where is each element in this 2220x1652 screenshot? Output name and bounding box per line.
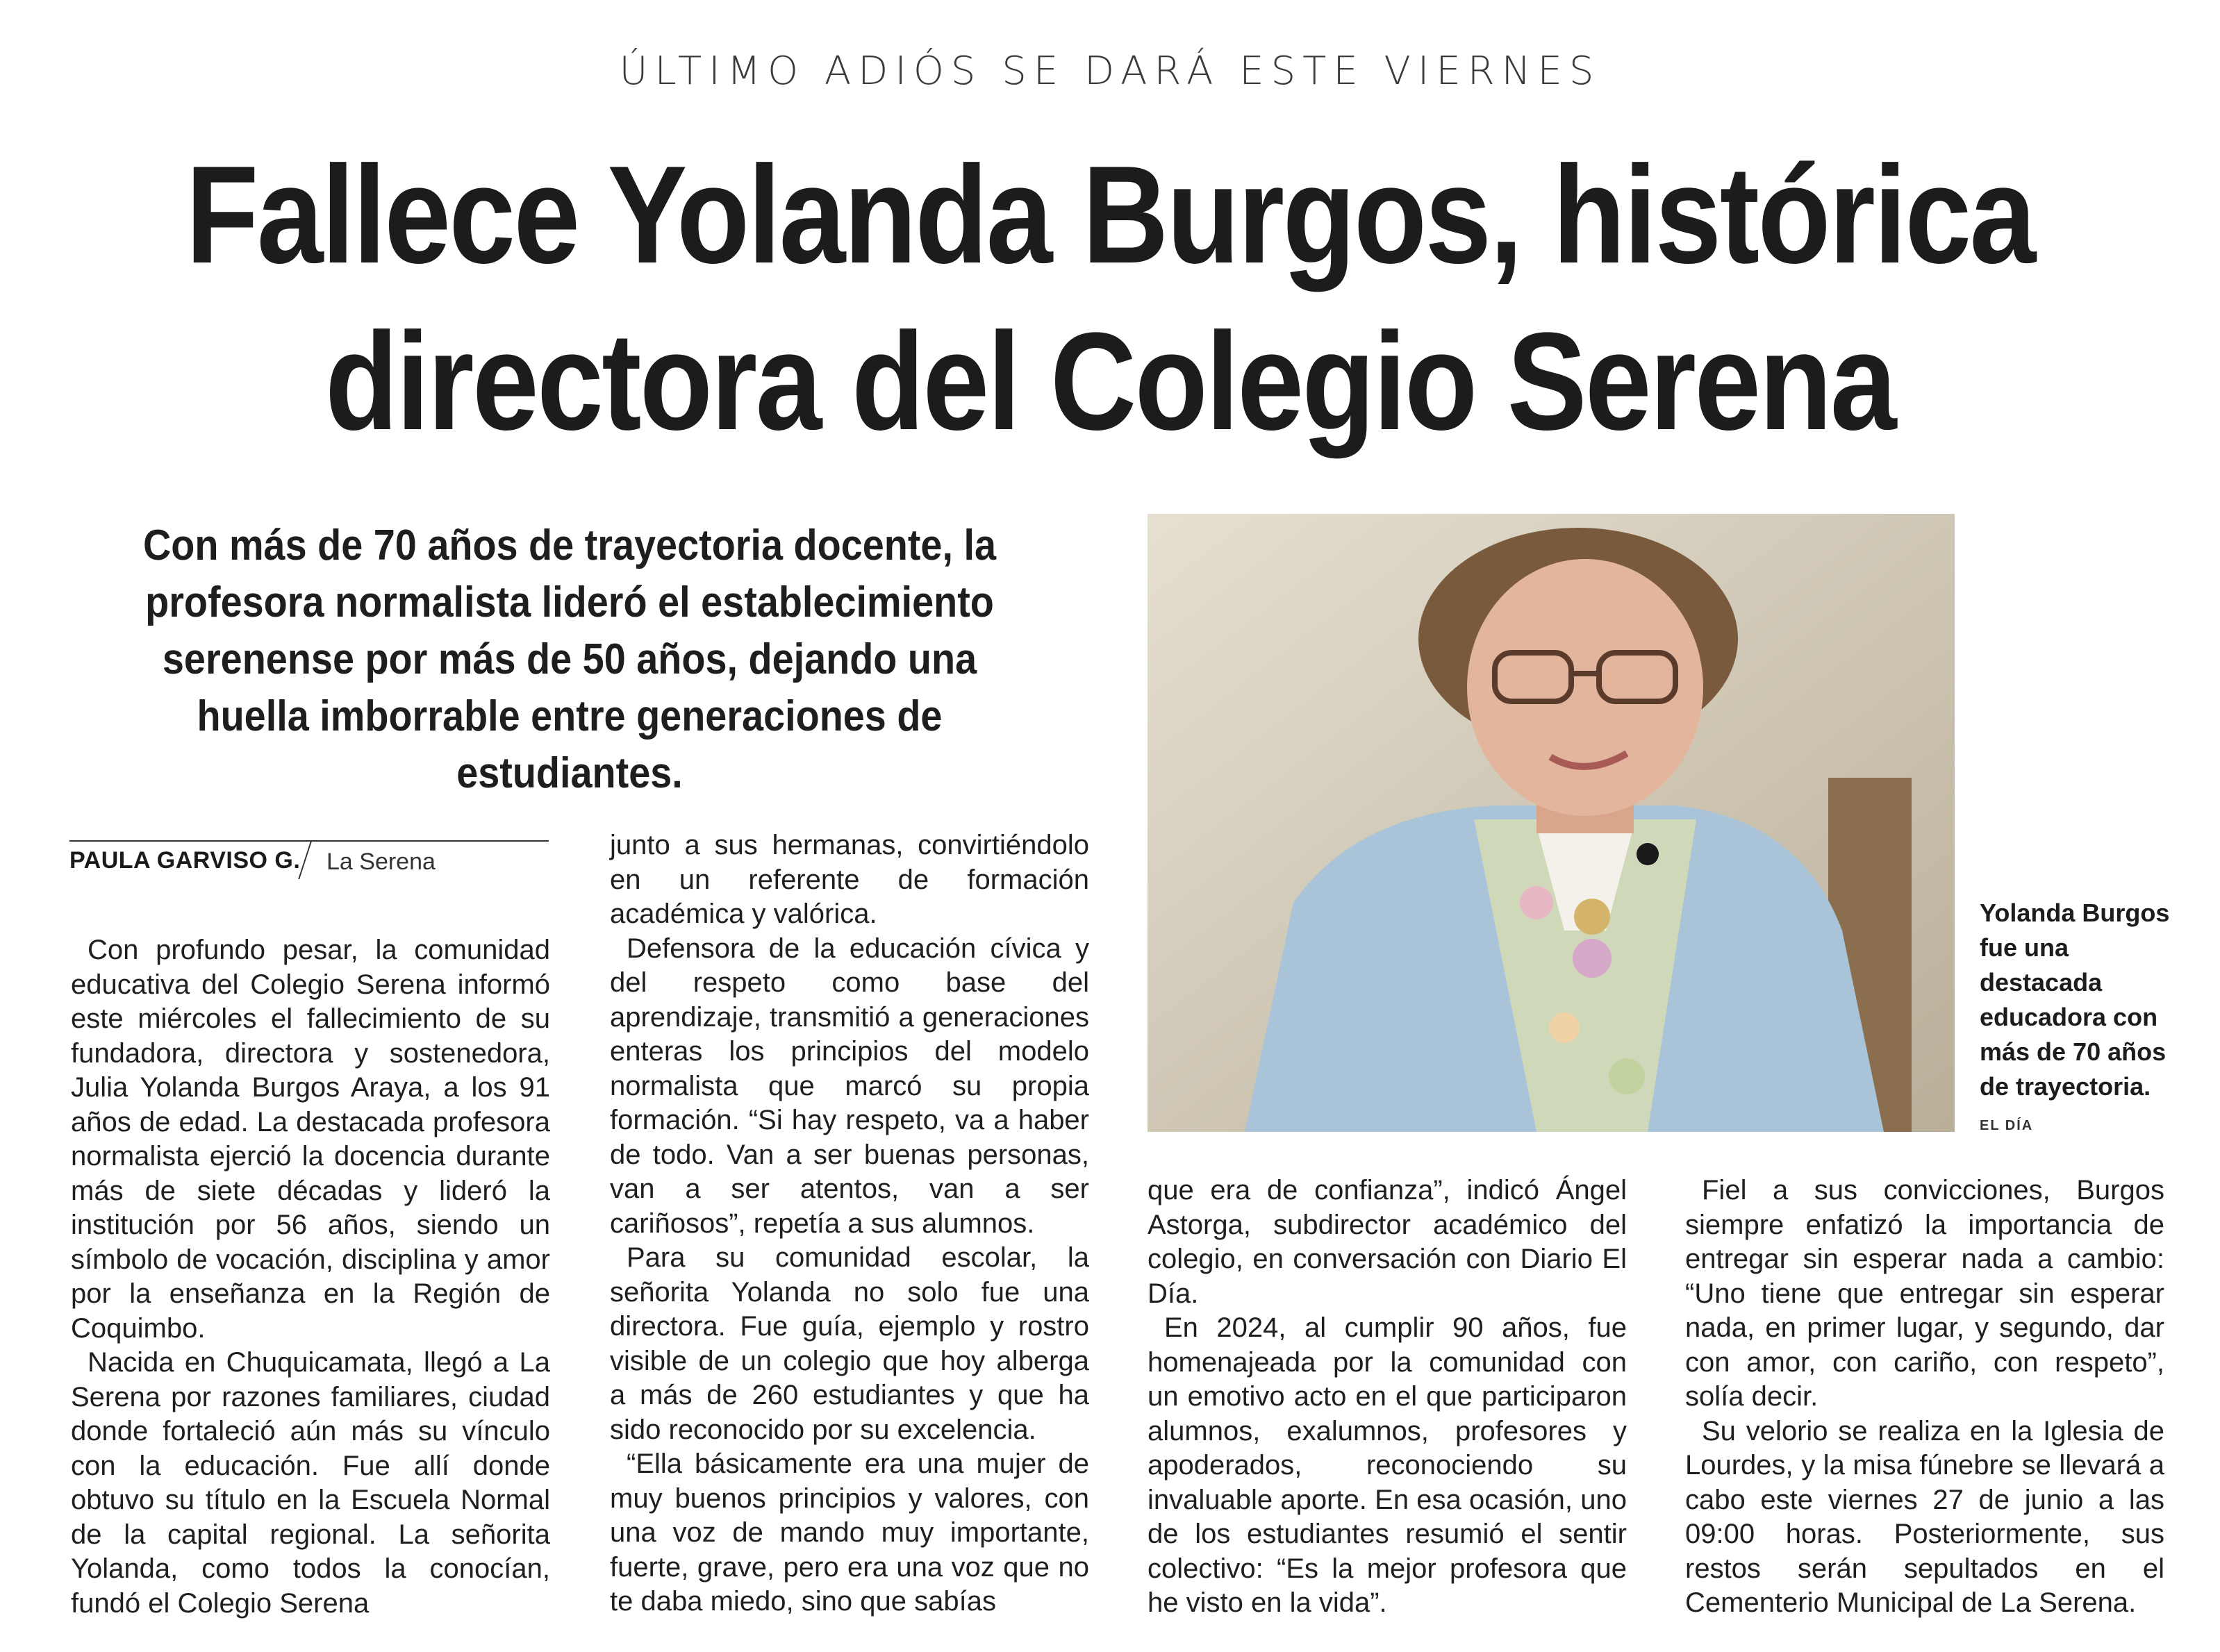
article-column-1: [71, 933, 550, 1621]
headline: [156, 132, 2065, 465]
article-column-4: [1685, 1174, 2164, 1621]
paragraph: “Ella básicamente era una mujer de muy buenos principios y valores, con una voz de mando muy importante, fuerte, grave, pero era una voz que no te daba miedo, sino que sabías: [610, 1449, 1089, 1617]
paragraph: Su velorio se realiza en la Iglesia de Lourdes, y la misa fúnebre se llevará a cabo este viernes 27 de junio a las 09:00 horas. Posteriormente, sus restos serán sepultados en el Cementerio Municipal de La Serena.: [1685, 1415, 2164, 1618]
kicker: ÚLTIMO ADIÓS SE DARÁ ESTE VIERNES: [619, 49, 1601, 94]
byline-location: La Serena: [326, 849, 436, 875]
paragraph: Fiel a sus convicciones, Burgos siempre enfatizó la importancia de entregar sin esperar nada a cambio: “Uno tiene que entregar sin esperar nada, en primer lugar, y segundo, dar con amor, con cariño, con respeto”, solía decir.: [1685, 1175, 2164, 1412]
byline: [69, 840, 549, 881]
paragraph: Nacida en Chuquicamata, llegó a La Serena por razones familiares, ciudad donde fortaleció aún más su vínculo con la educación. Fue allí donde obtuvo su título en la Escuela Normal de la capital regional. La señorita Yolanda, como todos la conocían, fundó el Colegio Serena: [71, 1347, 550, 1619]
portrait-illustration: [1148, 514, 1955, 1132]
portrait-photo: [1148, 514, 1955, 1132]
article-column-3: [1148, 1174, 1627, 1621]
article-column-2: [610, 828, 1089, 1619]
photo-credit: EL DÍA: [1980, 1118, 2034, 1133]
paragraph: Con profundo pesar, la comunidad educativa del Colegio Serena informó este miércoles el fallecimiento de su fundadora, directora y sostenedora, Julia Yolanda Burgos Araya, a los 91 años de edad. La destacada profesora normalista ejerció la docencia durante más de siete décadas y lideró la institución por 56 años, siendo un símbolo de vocación, disciplina y amor por la enseñanza en la Región de Coquimbo.: [71, 935, 550, 1344]
paragraph: En 2024, al cumplir 90 años, fue homenajeada por la comunidad con un emotivo acto en el que participaron alumnos, exalumnos, profesores y apoderados, reconociendo su invaluable aporte. En esa ocasión, uno de los estudiantes resumió el sentir colectivo: “Es la mejor profesora que he visto en la vida”.: [1148, 1312, 1627, 1618]
photo-caption: Yolanda Burgos fue una destacada educadora con más de 70 años de trayectoria.: [1980, 899, 2170, 1101]
headline-line-2: directora del Colegio Serena: [324, 304, 1895, 459]
paragraph: junto a sus hermanas, convirtiéndolo en un referente de formación académica y valórica.: [610, 830, 1089, 929]
byline-author: PAULA GARVISO G.: [69, 847, 301, 874]
deck-summary: Con más de 70 años de trayectoria docente, la profesora normalista lideró el establecimiento serenense por más de 50 años, dejando una huella imborrable entre generaciones de estudiantes.: [142, 522, 997, 797]
headline-line-1: Fallece Yolanda Burgos, histórica: [185, 137, 2035, 292]
paragraph: Para su comunidad escolar, la señorita Yolanda no solo fue una directora. Fue guía, ejemplo y rostro visible de un colegio que hoy alberga a más de 260 estudiantes y que ha sido reconocido por su excelencia.: [610, 1242, 1089, 1445]
paragraph: que era de confianza”, indicó Ángel Astorga, subdirector académico del colegio, en conversación con Diario El Día.: [1148, 1175, 1627, 1309]
paragraph: Defensora de la educación cívica y del respeto como base del aprendizaje, transmitió a generaciones enteras los principios del modelo normalista que marcó su propia formación. “Si hay respeto, va a haber de todo. Van a ser buenas personas, van a ser atentos, van a ser cariñosos”, repetía a sus alumnos.: [610, 933, 1089, 1239]
